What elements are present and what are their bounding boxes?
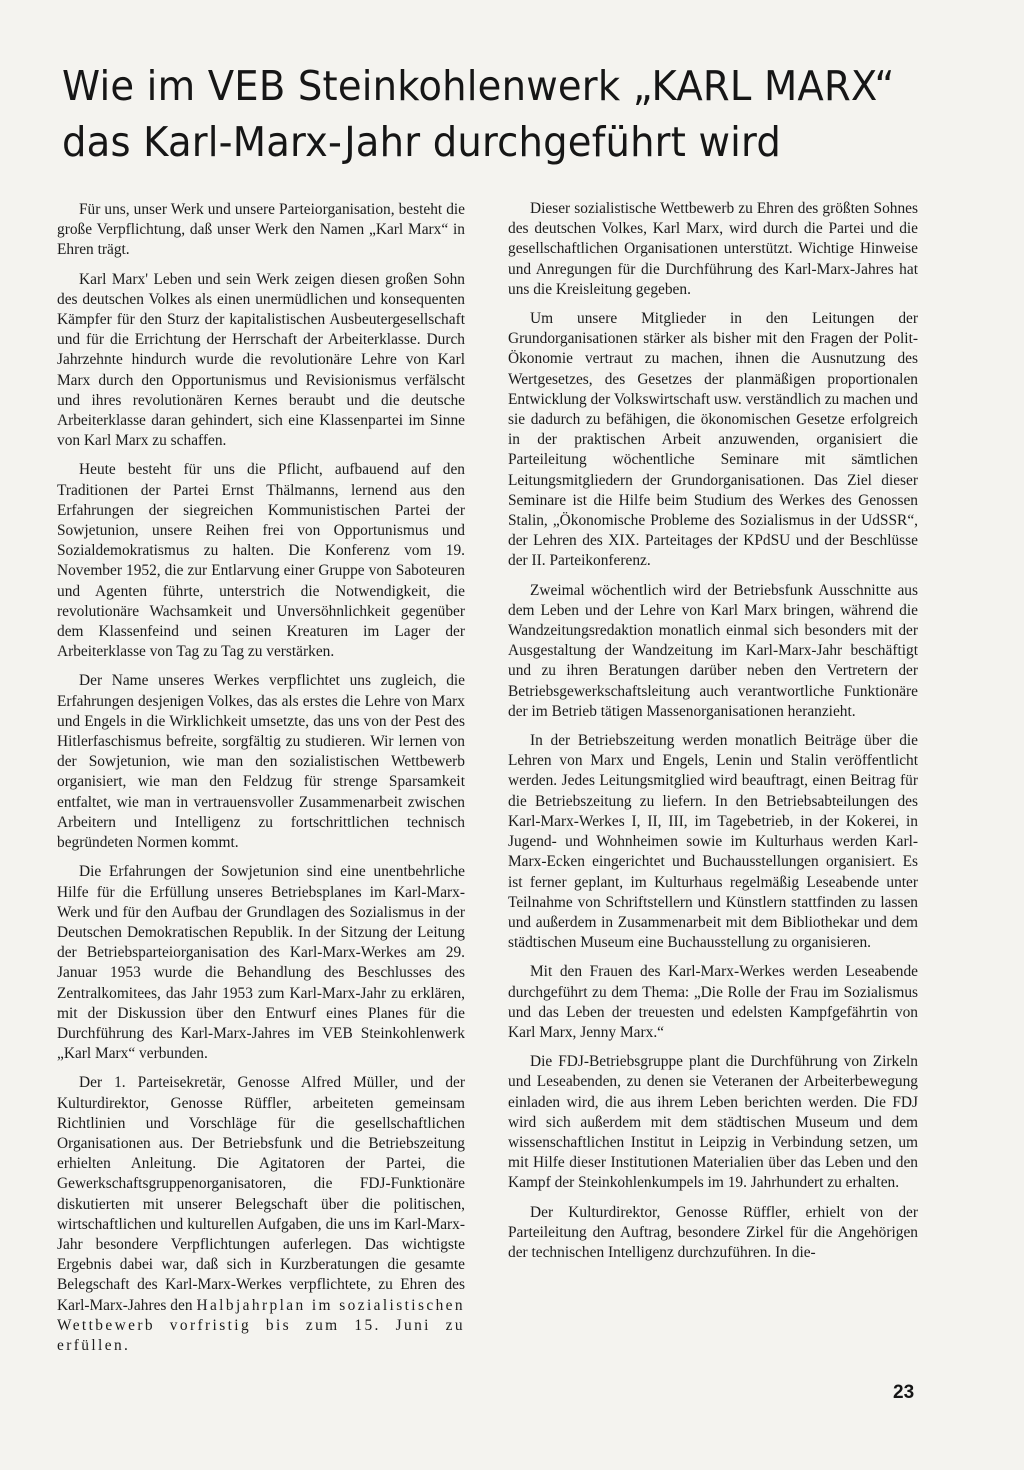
emphasized-text: Halbjahrplan im sozialistischen Wettbewerb vorfristig bis zum 15. Juni zu erfüllen. <box>57 1296 465 1354</box>
article-title-line-1: Wie im VEB Steinkohlenwerk „KARL MARX“ <box>62 62 895 110</box>
paragraph: Um unsere Mitglieder in den Leitungen der Grundorganisationen stärker als bisher mit den Fragen der Polit-Ökonomie vertraut zu machen, ihnen die Ausnutzung des Wertgesetzes, des Gesetzes der planmäßigen proportionalen Entwicklung der Volkswirtschaft usw. verständlich zu machen und sie dadurch zu befähigen, die ökonomischen Gesetze erfolgreich in der praktischen Arbeit anzuwenden, organisiert die Parteileitung wöchentliche Seminare mit sämtlichen Leitungsmitgliedern der Grundorganisationen. Das Ziel dieser Seminare ist die Hilfe beim Studium des Werkes des Genossen Stalin, „Ökonomische Probleme des Sozialismus in der UdSSR“, der Lehren des XIX. Parteitages der KPdSU und der Beschlüsse der II. Parteikonferenz. <box>508 310 918 570</box>
paragraph: Der Kulturdirektor, Genosse Rüffler, erhielt von der Parteileitung den Auftrag, besondere Zirkel für die Angehörigen der technischen Intelligenz durchzuführen. In die- <box>508 1203 918 1261</box>
paragraph: Zweimal wöchentlich wird der Betriebsfunk Ausschnitte aus dem Leben und der Lehre von Karl Marx bringen, während die Wandzeitungsredaktion monatlich einmal sich besonders mit der Ausgestaltung der Wandzeitung im Karl-Marx-Jahr beschäftigt und zu ihren Beratungen darüber neben den Vertretern der Betriebsgewerkschaftsleitung auch verantwortliche Funktionäre der im Betrieb tätigen Massenorganisationen heranzieht. <box>508 581 918 720</box>
left-column <box>57 200 465 1365</box>
article-title <box>62 58 927 170</box>
paragraph: Mit den Frauen des Karl-Marx-Werkes werden Leseabende durchgeführt zu dem Thema: „Die Rolle der Frau im Sozialismus und das Leben der treuesten und edelsten Kampfgefährtin von Karl Marx, Jenny Marx.“ <box>508 963 918 1041</box>
paragraph: Für uns, unser Werk und unsere Parteiorganisation, besteht die große Verpflichtung, daß unser Werk den Namen „Karl Marx“ in Ehren trägt. <box>57 201 465 259</box>
article-title-line-2: das Karl-Marx-Jahr durchgeführt wird <box>62 118 782 166</box>
page-number: 23 <box>893 1382 915 1403</box>
paragraph: In der Betriebszeitung werden monatlich Beiträge über die Lehren von Marx und Engels, Lenin und Stalin veröffentlicht werden. Jedes Leitungsmitglied wird beauftragt, einen Beitrag für die Betriebszeitung zu liefern. In den Betriebsabteilungen des Karl-Marx-Werkes I, II, III, im Tagebetrieb, in der Kokerei, in Jugend- und Wohnheimen sowie im Kulturhaus werden Karl-Marx-Ecken eingerichtet und Buchausstellungen organisiert. Es ist ferner geplant, im Kulturhaus regelmäßig Leseabende unter Teilnahme von Schriftstellern und Künstlern stattfinden zu lassen und außerdem in Zusammenarbeit mit dem Bibliothekar und dem städtischen Museum eine Buchausstellung zu organisieren. <box>508 732 918 952</box>
paragraph-text: Der 1. Parteisekretär, Genosse Alfred Müller, und der Kulturdirektor, Genosse Rüffler, arbeiteten gemeinsam Richtlinien und Vorschläge für die gesellschaftlichen Organisationen aus. Der Betriebsfunk und die Betriebszeitung erhielten Anleitung. Die Agitatoren der Partei, die Gewerkschaftsgruppenorganisatoren, die FDJ-Funktionäre diskutierten mit unserer Belegschaft über die politischen, wirtschaftlichen und kulturellen Aufgaben, die uns im Karl-Marx-Jahr besondere Verpflichtungen auferlegen. Das wichtigste Ergebnis dabei war, daß sich in Kurzberatungen die gesamte Belegschaft des Karl-Marx-Werkes verpflichtete, zu Ehren des Karl-Marx-Jahres den <box>57 1074 465 1314</box>
paragraph: Dieser sozialistische Wettbewerb zu Ehren des größten Sohnes des deutschen Volkes, Karl Marx, wird durch die Partei und die gesellschaftlichen Organisationen unterstützt. Wichtige Hinweise und Anregungen für die Durchführung des Karl-Marx-Jahres hat uns die Kreisleitung gegeben. <box>508 200 918 298</box>
paragraph: Die FDJ-Betriebsgruppe plant die Durchführung von Zirkeln und Leseabenden, zu denen sie Veteranen der Arbeiterbewegung einladen wird, die aus ihrem Leben berichten werden. Die FDJ wird sich außerdem mit dem städtischen Museum und dem wissenschaftlichen Institut in Leipzig in Verbindung setzen, um mit Hilfe dieser Institutionen Materialien über das Leben und den Kampf der Steinkohlenkumpels im 19. Jahrhundert zu erhalten. <box>508 1053 918 1192</box>
paragraph-with-emphasis <box>57 1073 465 1356</box>
paragraph: Karl Marx' Leben und sein Werk zeigen diesen großen Sohn des deutschen Volkes als einen unermüdlichen und konsequenten Kämpfer für den Sturz der kapitalistischen Ausbeutergesellschaft und für die Errichtung der Herrschaft der Arbeiterklasse. Durch Jahrzehnte hindurch wurde die revolutionäre Lehre von Karl Marx durch den Opportunismus und Revisionismus verfälscht und ihres revolutionären Kernes beraubt und die deutsche Arbeiterklasse daran gehindert, sich eine Klassenpartei im Sinne von Karl Marx zu schaffen. <box>57 270 465 450</box>
paragraph: Heute besteht für uns die Pflicht, aufbauend auf den Traditionen der Partei Ernst Thälmanns, lernend aus den Erfahrungen der siegreichen Kommunistischen Partei der Sowjetunion, unsere Reihen frei von Opportunismus und Sozialdemokratismus zu halten. Die Konferenz vom 19. November 1952, die zur Entlarvung einer Gruppe von Saboteuren und Agenten führte, unterstrich die Notwendigkeit, die revolutionäre Wachsamkeit und Unversöhnlichkeit gegenüber dem Klassenfeind und seinen Kreaturen im Lager der Arbeiterklasse von Tag zu Tag zu verstärken. <box>57 461 465 661</box>
right-column <box>508 199 918 1272</box>
paragraph: Der Name unseres Werkes verpflichtet uns zugleich, die Erfahrungen desjenigen Volkes, das als erstes die Lehre von Marx und Engels in die Wirklichkeit umsetzte, das uns von der Pest des Hitlerfaschismus befreite, sorgfältig zu studieren. Wir lernen von der Sowjetunion, wie man den sozialistischen Wettbewerb organisiert, wie man den Feldzug für strenge Sparsamkeit entfaltet, wie man in vertrauensvoller Zusammenarbeit zwischen Arbeitern und Intelligenz zu fortschrittlichen technisch begründeten Normen kommt. <box>57 672 465 852</box>
paragraph: Die Erfahrungen der Sowjetunion sind eine unentbehrliche Hilfe für die Erfüllung unseres Betriebsplanes im Karl-Marx-Werk und für den Aufbau der Grundlagen des Sozialismus in der Deutschen Demokratischen Republik. In der Sitzung der Leitung der Betriebsparteiorganisation des Karl-Marx-Werkes am 29. Januar 1953 wurde die Behandlung des Beschlusses des Zentralkomitees, das Jahr 1953 zum Karl-Marx-Jahr zu erklären, mit der Diskussion über den Entwurf eines Planes für die Durchführung des Karl-Marx-Jahres im VEB Steinkohlenwerk „Karl Marx“ verbunden. <box>57 863 465 1063</box>
